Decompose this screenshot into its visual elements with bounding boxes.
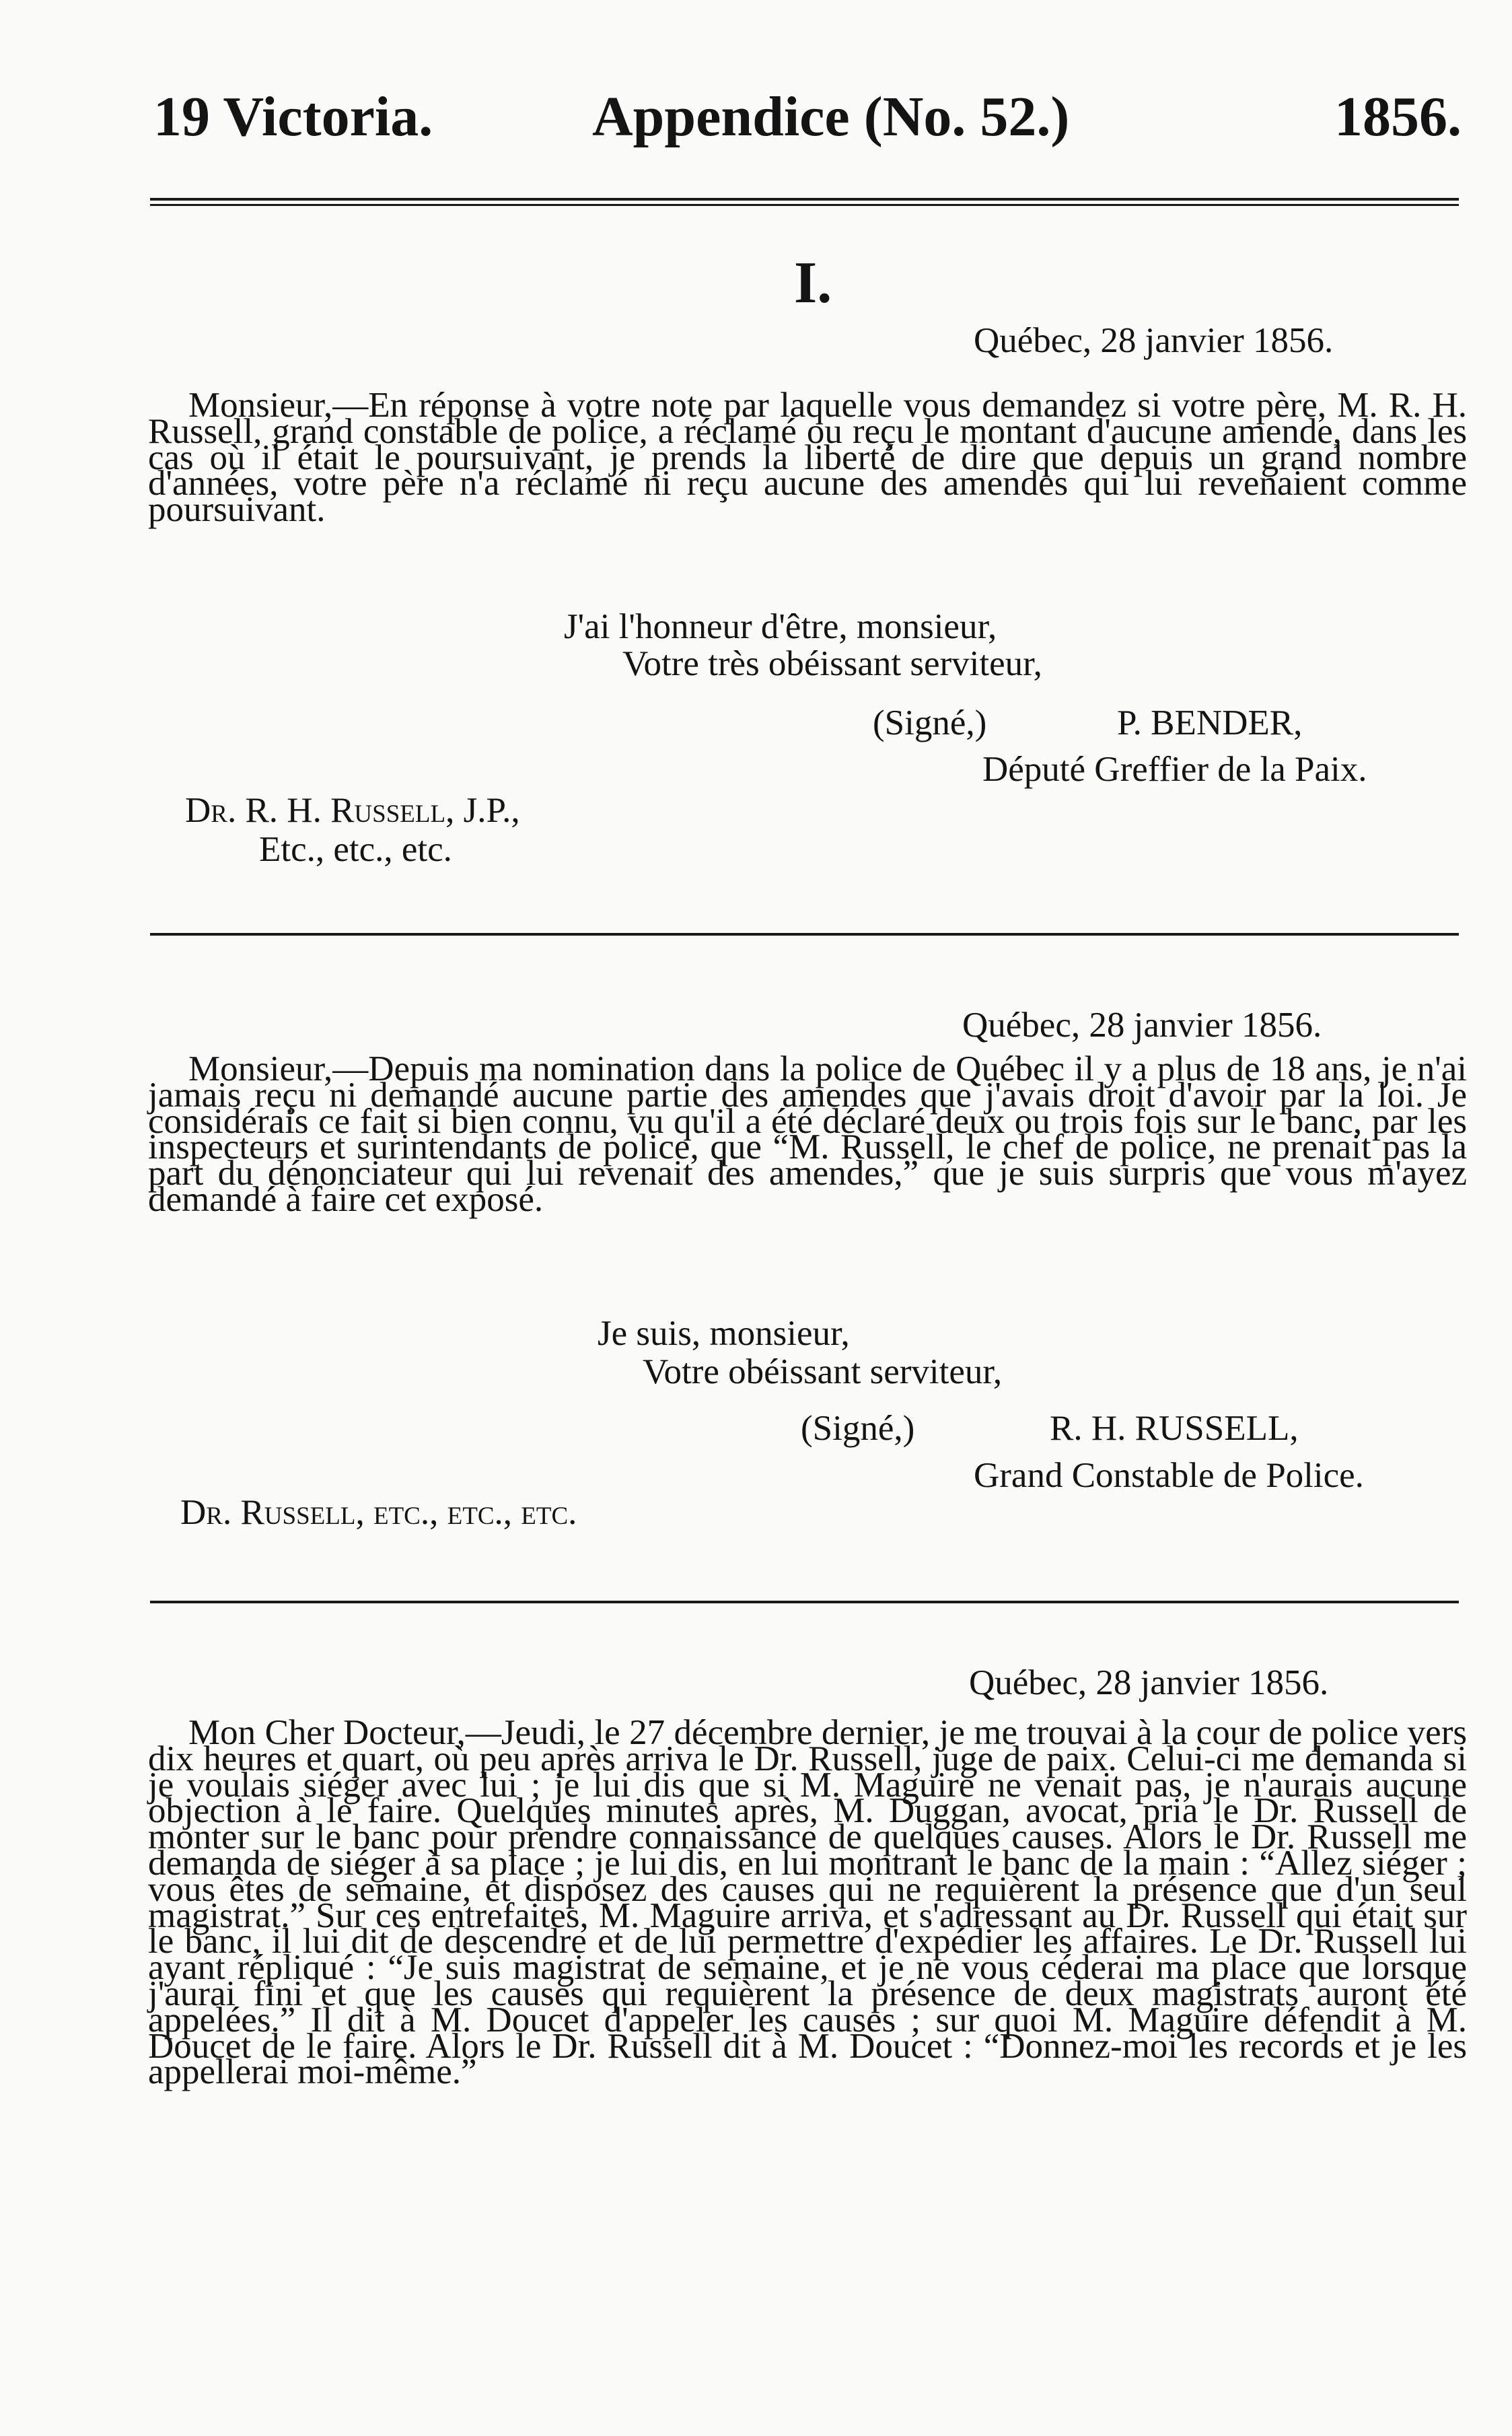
letter-1-signer-name: P. BENDER, [1117,703,1303,742]
header-appendix: Appendice (No. 52.) [592,85,1070,148]
letter-2-closing-line-1: Je suis, monsieur, [598,1314,850,1353]
letter-2-body: Monsieur,—Depuis ma nomination dans la police de Québec il y a plus de 18 ans, je n'ai jamais reçu ni demandé aucune partie des amendes que j'avais droit d'avoir par la loi. Je considérais ce fait si bien connu, vu qu'il a été déclaré deux ou trois fois sur le banc, par les inspecteurs et surintendants de police, que “M. Russell, le chef de police, ne prenait pas la part du dénonciateur qui lui revenait des amendes,” que je suis surpris que vous m'ayez demandé à faire cet exposé. [148,1049,1467,1219]
letter-2-signer-name: R. H. RUSSELL, [1050,1409,1299,1448]
letter-1-closing-line-1: J'ai l'honneur d'être, monsieur, [564,607,997,646]
letter-2-date: Québec, 28 janvier 1856. [962,1006,1322,1045]
letter-2-signer-title: Grand Constable de Police. [974,1456,1364,1495]
header-rule-top [150,198,1459,201]
header-rule-bottom [150,204,1459,206]
letter-1-closing-line-2: Votre très obéissant serviteur, [622,644,1042,683]
letter-1-signed-label: (Signé,) [873,703,987,742]
letter-1-body: Monsieur,—En réponse à votre note par laquelle vous demandez si votre père, M. R. H. Russell, grand constable de police, a réclamé ou reçu le montant d'aucune amende, dans les cas où il était le poursuivant, je prends la liberté de dire que depuis un grand nombre d'années, votre père n'a réclamé ni reçu aucune des amendes qui lui revenaient comme poursuivant. [148,386,1467,530]
letter-1-addressee: Dr. R. H. Russell, J.P., [185,791,520,830]
letter-divider-2 [150,1601,1459,1603]
header-volume: 19 Victoria. [153,85,433,148]
letter-1-addressee-etc: Etc., etc., etc. [259,830,452,869]
section-title: I. [794,250,832,316]
letter-1-signer-title: Député Greffier de la Paix. [982,750,1367,789]
letter-divider-1 [150,933,1459,936]
letter-1-date: Québec, 28 janvier 1856. [974,321,1334,360]
letter-2-signed-label: (Signé,) [801,1409,915,1448]
letter-3-date: Québec, 28 janvier 1856. [969,1663,1329,1702]
letter-2-closing-line-2: Votre obéissant serviteur, [643,1352,1003,1391]
header-year: 1856. [1334,85,1462,148]
letter-2-addressee: Dr. Russell, etc., etc., etc. [180,1493,577,1532]
letter-3-body: Mon Cher Docteur,—Jeudi, le 27 décembre dernier, je me trouvai à la cour de police vers dix heures et quart, où peu après arriva le Dr. Russell, juge de paix. Celui-ci me demanda si je voulais siéger avec lui ; je lui dis que si M. Maguire ne venait pas, je n'aurais aucune objection à le faire. Quelques minutes après, M. Duggan, avocat, pria le Dr. Russell de monter sur le banc pour prendre connaissance de quelques causes. Alors le Dr. Russell me demanda de siéger à sa place ; je lui dis, en lui montrant le banc de la main : “Allez siéger ; vous êtes de semaine, et disposez des causes qui ne requièrent la présence que d'un seul magistrat.” Sur ces entrefaites, M. Maguire arriva, et s'adressant au Dr. Russell qui était sur le banc, il lui dit de descendre et de lui permettre d'expédier les affaires. Le Dr. Russell lui ayant répliqué : “Je suis magistrat de semaine, et je ne vous céderai ma place que lorsque j'aurai fini et que les causes qui requièrent la présence de deux magistrats auront été appelées.” Il dit à M. Doucet d'appeler les causes ; sur quoi M. Maguire défendit à M. Doucet de le faire. Alors le Dr. Russell dit à M. Doucet : “Donnez-moi les records et je les appellerai moi-même.” [148,1713,1467,2092]
